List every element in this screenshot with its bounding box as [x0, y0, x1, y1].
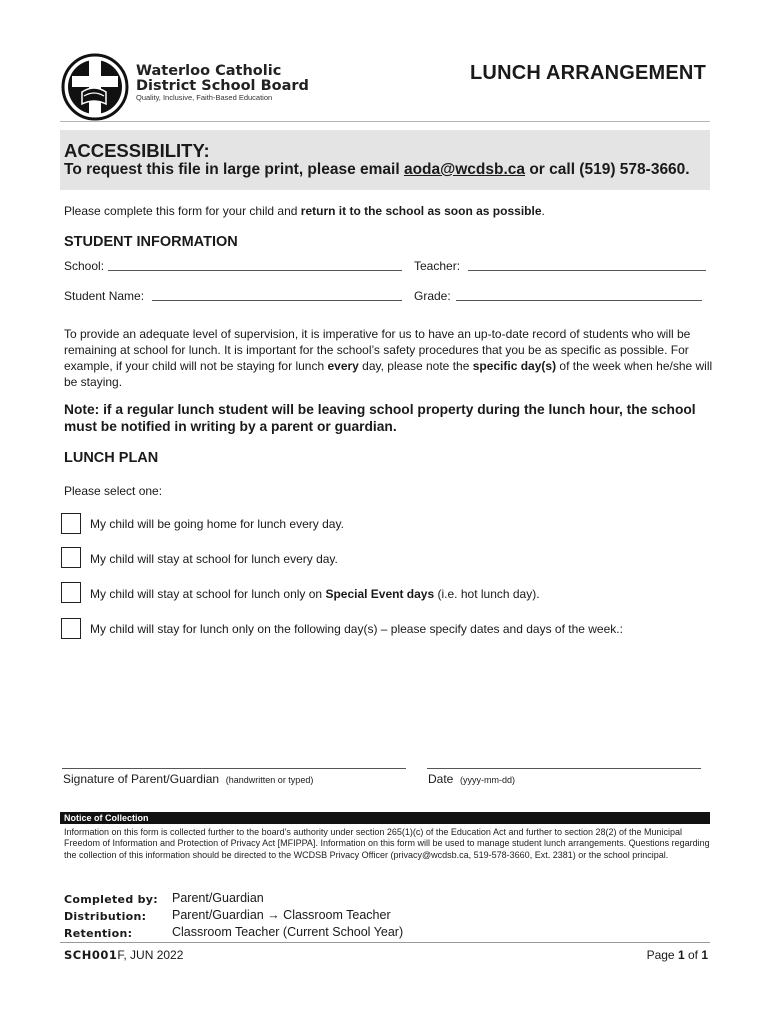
- form-code: [64, 948, 183, 962]
- student-name-label: Student Name:: [64, 289, 145, 303]
- form-code-id: SCH001: [64, 948, 118, 962]
- form-title: LUNCH ARRANGEMENT: [470, 62, 706, 84]
- distribution-label: Distribution:: [64, 910, 147, 923]
- supervision-bold-days: specific day(s): [472, 359, 557, 373]
- page-prefix: Page: [646, 948, 678, 962]
- header-divider: [60, 121, 710, 122]
- notice-text: Information on this form is collected further to the board's authority under section 265(1)(c) of the Education Act and further to section 28(2) of the Municipal Freedom of Information and Protection of Privacy Act [MFIPPA]. Information on this form will be used to manage student lunch arrangements. Questions regarding the collection of this information should be directed to the WCDSB Privacy Officer (privacy@wcdsb.ca, 519-578-3660, Ext. 2381) or the school principal.: [64, 827, 710, 860]
- option-home-checkbox[interactable]: [61, 513, 81, 534]
- completed-by-label: Completed by:: [64, 893, 158, 906]
- intro-bold-text: return it to the school as soon as possible: [300, 204, 542, 218]
- supervision-text-3: of the week when he/she will be staying.: [64, 359, 713, 389]
- date-hint: (yyyy-mm-dd): [460, 775, 516, 785]
- supervision-text-1: To provide an adequate level of supervision, it is imperative for us to have an up-to-date record of students who will be remaining at school for lunch. It is important for the school’s safety procedures that you be as specific as possible. For example, if your child will not be staying for lunch: [64, 327, 691, 373]
- school-label: School:: [64, 259, 105, 273]
- option-special-event-checkbox[interactable]: [61, 582, 81, 603]
- student-info-heading: STUDENT INFORMATION: [64, 234, 238, 250]
- logo-name-line2: District School Board: [136, 78, 309, 94]
- school-field[interactable]: [108, 261, 402, 271]
- intro-instruction: [64, 203, 545, 219]
- student-name-field[interactable]: [152, 291, 402, 301]
- accessibility-email-link[interactable]: aoda@wcdsb.ca: [403, 161, 526, 178]
- option-stay-every-day-label: My child will stay at school for lunch every day.: [90, 552, 338, 566]
- accessibility-text: [64, 161, 690, 179]
- form-code-date: F, JUN 2022: [117, 948, 184, 962]
- page-number: [647, 948, 708, 962]
- signature-label: [63, 772, 313, 786]
- option-special-event-label: [90, 587, 540, 601]
- signature-label-text: Signature of Parent/Guardian: [63, 772, 220, 786]
- intro-text: Please complete this form for your child and: [64, 204, 301, 218]
- lunch-plan-heading: LUNCH PLAN: [64, 450, 159, 466]
- option-stay-every-day-checkbox[interactable]: [61, 547, 81, 568]
- logo-cross-icon: [60, 52, 130, 122]
- option-specific-days-label: My child will stay for lunch only on the following day(s) – please specify dates and days of the week.:: [90, 622, 623, 636]
- logo-tagline: Quality, Inclusive, Faith-Based Education: [136, 93, 273, 102]
- logo-name-line1: Waterloo Catholic: [136, 63, 282, 79]
- option-special-event-text-end: (i.e. hot lunch day).: [434, 587, 540, 601]
- note-paragraph: Note: if a regular lunch student will be leaving school property during the lunch hour, the school must be notified in writing by a parent or guardian.: [64, 402, 696, 434]
- notice-title: Notice of Collection: [64, 813, 149, 823]
- notice-title-bar: [60, 812, 710, 824]
- retention-label: Retention:: [64, 927, 133, 940]
- teacher-label: Teacher:: [414, 259, 461, 273]
- option-special-event-text: My child will stay at school for lunch only on: [90, 587, 326, 601]
- date-label-text: Date: [428, 772, 454, 786]
- completed-by-value: Parent/Guardian: [172, 891, 264, 905]
- accessibility-text-after: or call (519) 578-3660.: [525, 161, 690, 178]
- teacher-field[interactable]: [468, 261, 706, 271]
- accessibility-heading: ACCESSIBILITY:: [64, 140, 210, 161]
- grade-field[interactable]: [456, 291, 702, 301]
- date-field[interactable]: [427, 768, 701, 769]
- supervision-text-2: day, please note the: [358, 359, 473, 373]
- intro-text-end: .: [541, 204, 545, 218]
- option-home-label: My child will be going home for lunch every day.: [90, 517, 344, 531]
- footer-divider: [60, 942, 710, 943]
- accessibility-text-before: To request this file in large print, please email: [64, 161, 404, 178]
- page-current: 1: [677, 948, 685, 962]
- page-total: 1: [701, 948, 708, 962]
- supervision-bold-every: every: [327, 359, 359, 373]
- option-specific-days-checkbox[interactable]: [61, 618, 81, 639]
- distribution-value: Parent/Guardian → Classroom Teacher: [172, 908, 391, 922]
- date-label: [428, 772, 515, 786]
- select-prompt: Please select one:: [64, 484, 163, 498]
- retention-value: Classroom Teacher (Current School Year): [172, 925, 404, 939]
- supervision-paragraph: [64, 326, 714, 390]
- signature-field[interactable]: [62, 768, 406, 769]
- signature-hint: (handwritten or typed): [225, 775, 314, 785]
- option-special-event-bold: Special Event days: [325, 587, 435, 601]
- page-mid: of: [684, 948, 702, 962]
- grade-label: Grade:: [414, 289, 451, 303]
